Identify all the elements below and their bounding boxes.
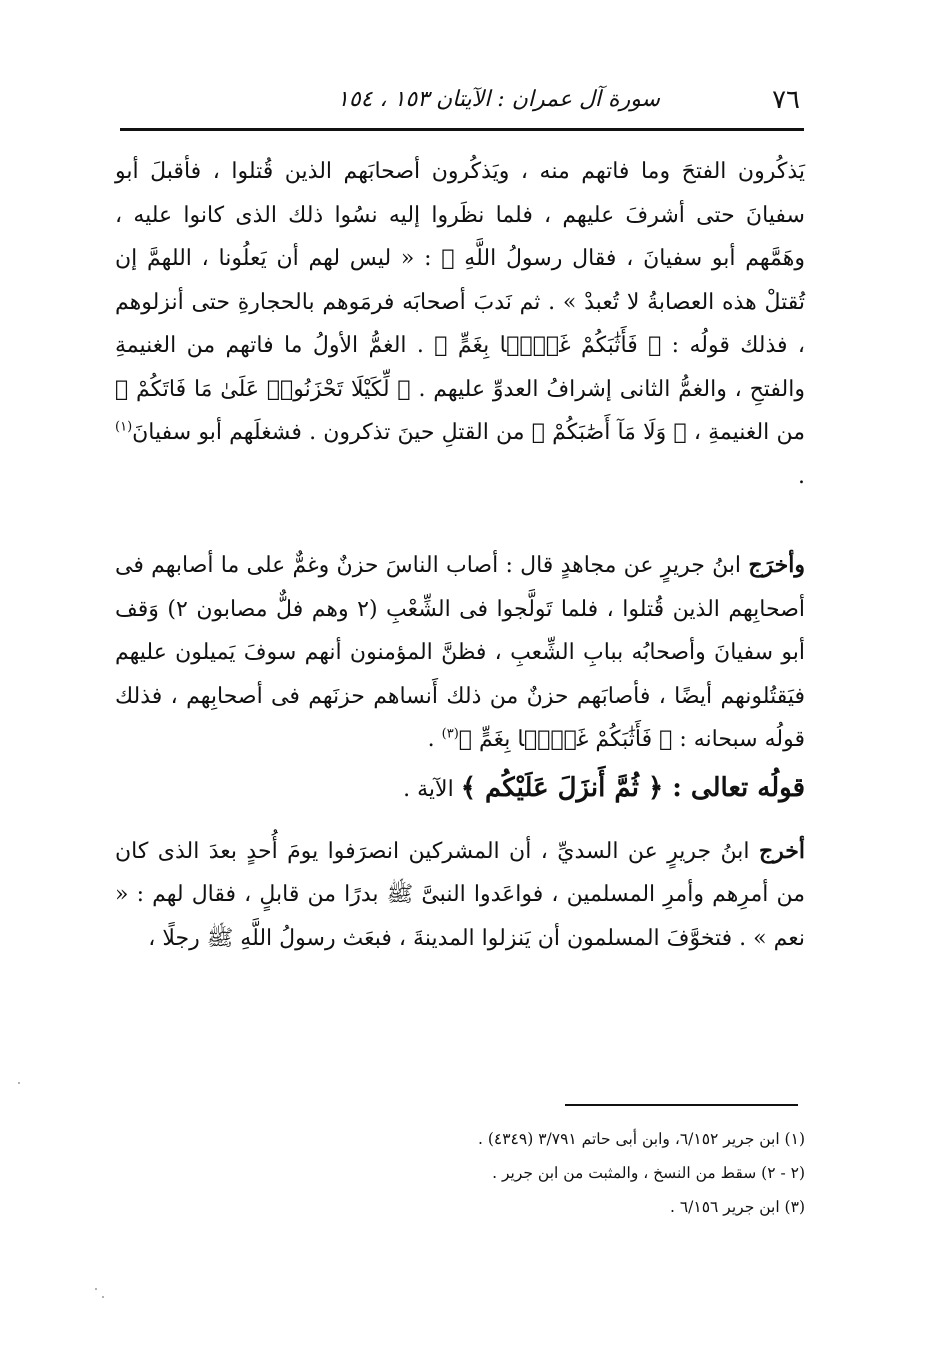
page-number: ٧٦ <box>772 85 800 115</box>
paragraph-lead: وأخرَج <box>748 552 805 578</box>
scan-speck <box>102 1296 104 1298</box>
footnotes <box>300 1122 805 1224</box>
paragraph-lead: أخرج <box>758 837 805 864</box>
heading-bold: قولُه تعالى : ﴿ ثُمَّ أَنزَلَ عَلَيْكُم ﴾ <box>460 772 805 803</box>
header-rule <box>120 128 804 131</box>
section-heading <box>115 762 805 816</box>
footnote-3: (٣) ابن جرير ٦/١٥٦ . <box>669 1198 805 1216</box>
scan-speck <box>18 1082 20 1084</box>
paragraph-text: ابنُ جريرٍ عن مجاهدٍ قال : أصاب الناسَ حزنٌ وغمٌّ على ما أصابهم فى أصحابِهم الذين قُتلوا ، فلما تَولَّجوا فى الشِّعْبِ (٢ وهم فلٌّ مصابون ٢) وَقف أبو سفيانَ وأصحابُه ببابِ الشِّعبِ ، فظنَّ المؤمنون أنهم سوفَ يَميلون عليهم فيَقتُلونهم أيضًا ، فأصابَهم حزنٌ من ذلك أَنساهم حزنَهم فى أصحابِهم ، فذلك قولُه سبحانه : ﴿ فَأَثَٰبَكُمْ غَمَّۢا بِغَمٍّ ﴾ <box>115 553 805 752</box>
heading-rest: الآية . <box>403 776 461 802</box>
paragraph-text: ابنُ جريرٍ عن السديِّ ، أن المشركين انصرَفوا يومَ أُحدٍ بعدَ الذى كان من أمرِهم وأمرِ المسلمين ، فواعَدوا النبىَّ ﷺ بدرًا من قابلٍ ، فقال لهم : « نعم » . فتخوَّفَ المسلمون أن يَنزلوا المدينةَ ، فبعَث رسولُ اللَّهِ ﷺ رجلًا ، <box>115 838 805 951</box>
footnote-2: (٢ - ٢) سقط من النسخ ، والمثبت من ابن جرير . <box>492 1164 805 1182</box>
paragraph-end: . <box>427 727 442 752</box>
footnote-ref: (١) <box>115 419 133 435</box>
footnote-rule <box>565 1104 798 1106</box>
paragraph-1 <box>115 150 805 498</box>
footnote-1: (١) ابن جرير ٦/١٥٢، وابن أبى حاتم ٣/٧٩١ (٤٣٤٩) . <box>478 1130 805 1148</box>
paragraph-3 <box>115 830 805 961</box>
running-title: سورة آل عمران : الآيتان ١٥٣ ، ١٥٤ <box>337 87 660 112</box>
page-header <box>120 82 800 118</box>
body-text <box>115 150 805 960</box>
paragraph-text: يَذكُرون الفتحَ وما فاتهم منه ، ويَذكُرون أصحابَهم الذين قُتلوا ، فأقبلَ أبو سفيانَ حتى أشرفَ عليهم ، فلما نظَروا إليه نسُوا ذلك الذى كانوا عليه ، وهَمَّهم أبو سفيانَ ، فقال رسولُ اللَّهِ ﷺ : « ليس لهم أن يَعلُونا ، اللهمَّ إن تُقتلْ هذه العصابةُ لا تُعبدْ » . ثم نَدبَ أصحابَه فرمَوهم بالحجارةِ حتى أنزلوهم ، فذلك قولُه : ﴿ فَأَثَٰبَكُمْ غَمَّۢا بِغَمٍّ ﴾ . الغمُّ الأولُ ما فاتهم من الغنيمةِ والفتحِ ، والغمُّ الثانى إشرافُ العدوِّ عليهم . ﴿ لِّكَيْلَا تَحْزَنُوا۟ عَلَىٰ مَا فَاتَكُمْ ﴾ من الغنيمةِ ، ﴿ وَلَا مَآ أَصَٰبَكُمْ ﴾ من القتلِ حينَ تذكرون . فشغلَهم أبو سفيانَ <box>115 159 805 445</box>
scan-speck <box>95 1288 97 1290</box>
paragraph-gap <box>115 816 805 830</box>
paragraph-gap <box>115 498 805 544</box>
paragraph-end: . <box>798 463 805 489</box>
paragraph-2 <box>115 544 805 762</box>
footnote-ref: (٣) <box>441 726 459 742</box>
